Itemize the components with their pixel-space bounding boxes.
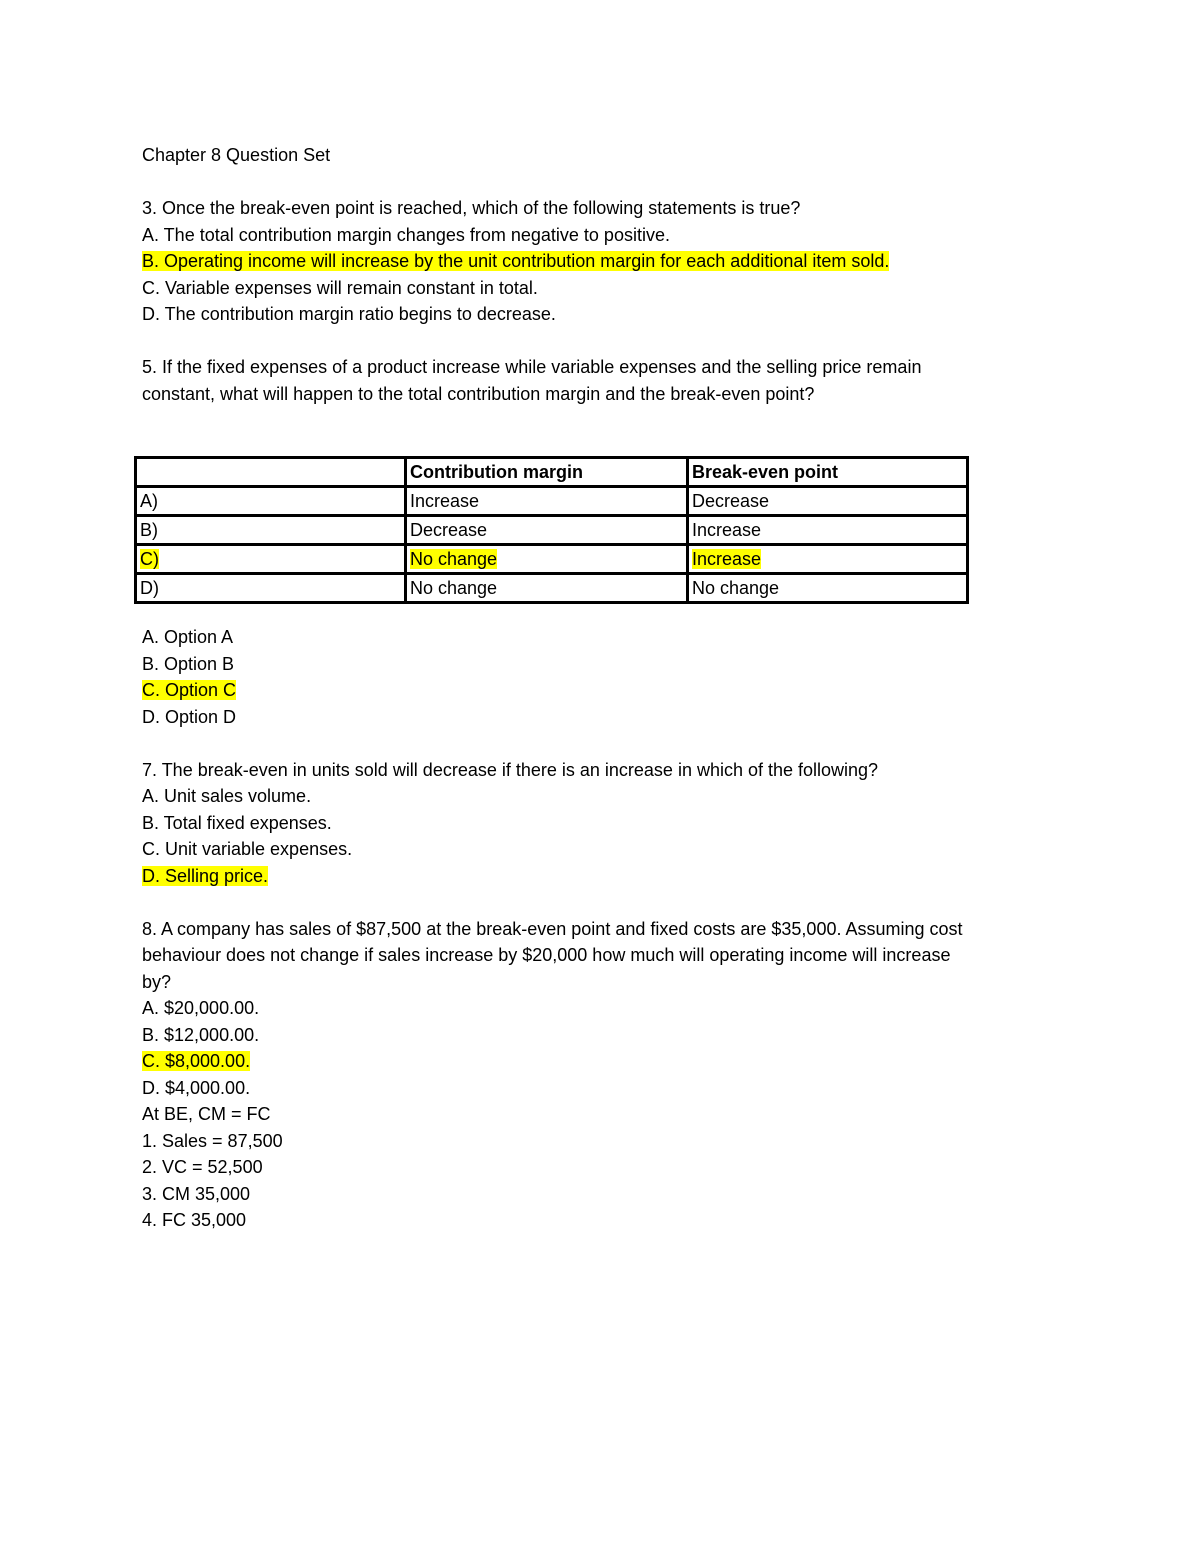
q5-option-a: A. Option A [142,627,234,647]
table-cell: Decrease [406,516,688,545]
q7-option-c: C. Unit variable expenses. [142,839,353,859]
q5-options-block [142,624,963,1234]
q7-question: 7. The break-even in units sold will decrease if there is an increase in which of the following? [142,759,879,780]
q5-question-line2: constant, what will happen to the total contribution margin and the break-even point? [142,383,815,404]
spacer [142,169,921,196]
q8-work-line: 3. CM 35,000 [142,1183,251,1204]
q3-option-b-answer: B. Operating income will increase by the unit contribution margin for each additional item sold. [142,251,890,271]
highlighted-cell-text: C) [140,548,159,569]
q3-option-d: D. The contribution margin ratio begins to decrease. [142,304,556,324]
table-header-cell: Break-even point [688,458,968,487]
q5-question-line1: 5. If the fixed expenses of a product increase while variable expenses and the selling price remain [142,357,922,377]
q8-option-d: D. $4,000.00. [142,1077,251,1098]
table-cell: No change [406,574,688,603]
q5-option-b: B. Option B [142,653,235,674]
table-cell: Increase [406,487,688,516]
q8-question-line1: 8. A company has sales of $87,500 at the break-even point and fixed costs are $35,000. Assuming cost [142,918,963,939]
q7-option-b: B. Total fixed expenses. [142,812,332,833]
q7-option-a: A. Unit sales volume. [142,786,312,806]
q5-option-c-answer: C. Option C [142,680,237,700]
table-row [136,487,968,516]
table-cell: Decrease [688,487,968,516]
table-cell [406,545,688,574]
q8-work-line: 2. VC = 52,500 [142,1157,263,1177]
highlighted-cell-text: No change [410,548,498,569]
table-header-cell [136,458,406,487]
q8-option-c-answer: C. $8,000.00. [142,1051,251,1071]
table-cell: D) [136,574,406,603]
table-row [136,516,968,545]
table-cell: No change [688,574,968,603]
table-cell: Increase [688,516,968,545]
table-cell [136,545,406,574]
q8-work-line: 4. FC 35,000 [142,1210,247,1230]
q3-block [142,142,921,407]
q5-option-d: D. Option D [142,706,237,727]
q8-option-b: B. $12,000.00. [142,1024,260,1045]
q5-answer-table [134,456,969,604]
page-title: Chapter 8 Question Set [142,145,331,165]
table-cell: A) [136,487,406,516]
table-cell: B) [136,516,406,545]
table-row [136,574,968,603]
q8-question-line2: behaviour does not change if sales increase by $20,000 how much will operating income will increase [142,945,951,965]
q7-option-d-answer: D. Selling price. [142,865,269,886]
spacer [142,889,963,916]
highlighted-cell-text: Increase [692,548,762,569]
spacer [142,730,963,757]
q3-option-c: C. Variable expenses will remain constant in total. [142,277,538,298]
q8-work-line: At BE, CM = FC [142,1104,271,1124]
q8-question-line3: by? [142,971,172,992]
table-cell [688,545,968,574]
table-row-answer [136,545,968,574]
table-header-row [136,458,968,487]
q8-option-a: A. $20,000.00. [142,998,260,1018]
table-header-cell: Contribution margin [406,458,688,487]
q3-question: 3. Once the break-even point is reached, which of the following statements is true? [142,198,801,218]
spacer [142,328,921,355]
q8-work-line: 1. Sales = 87,500 [142,1130,283,1151]
q3-option-a: A. The total contribution margin changes from negative to positive. [142,224,670,245]
